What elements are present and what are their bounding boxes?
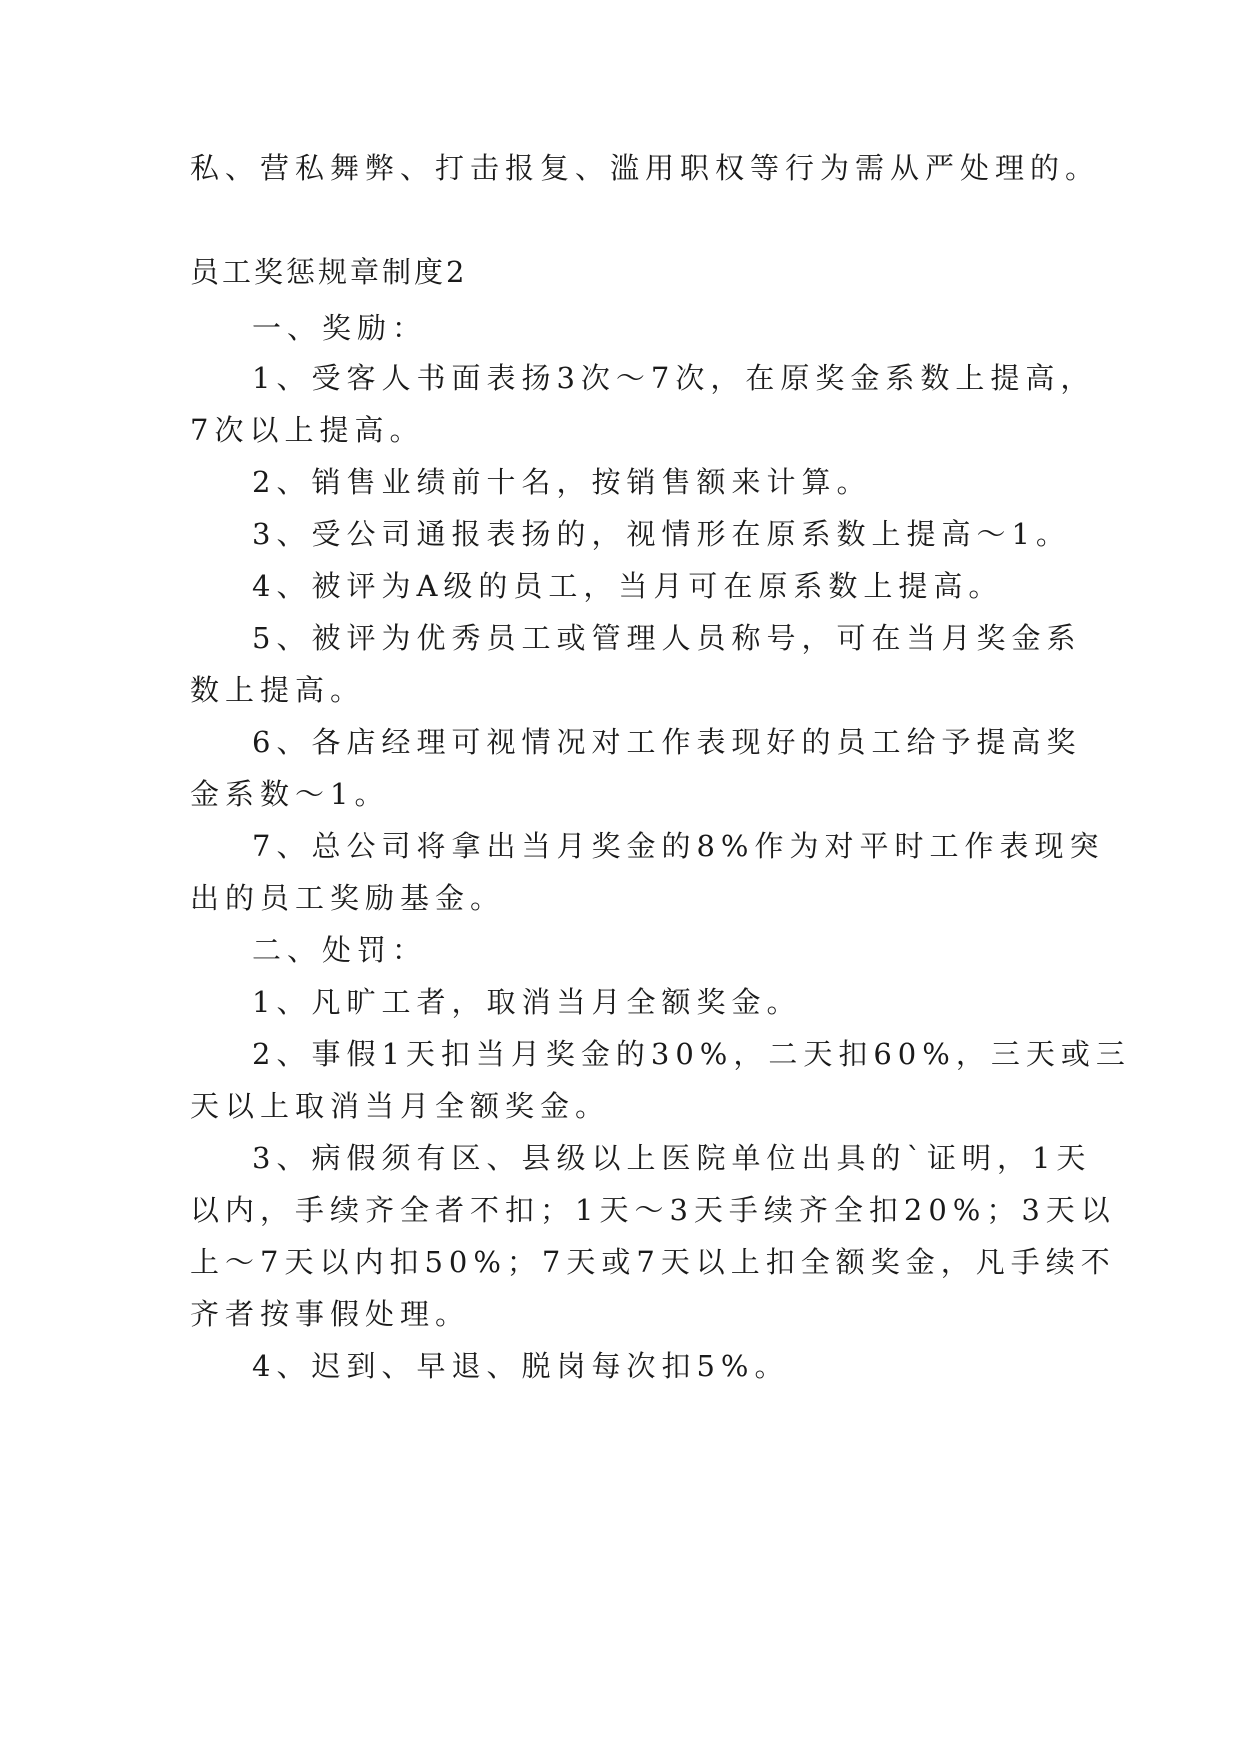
paragraph-continuation: 私、营私舞弊、打击报复、滥用职权等行为需从严处理的。 xyxy=(190,151,1101,185)
reward-item-1-line-2: 7次以上提高。 xyxy=(190,413,425,447)
reward-item-5-line-1: 5、被评为优秀员工或管理人员称号，可在当月奖金系 xyxy=(252,621,1082,655)
reward-item-3: 3、受公司通报表扬的，视情形在原系数上提高～1。 xyxy=(252,517,1071,551)
penalty-item-2-line-2: 天以上取消当月全额奖金。 xyxy=(190,1089,611,1123)
reward-item-1-line-1: 1、受客人书面表扬3次～7次，在原奖金系数上提高， xyxy=(252,361,1096,395)
penalty-item-3-line-1: 3、病假须有区、县级以上医院单位出具的`证明，1天 xyxy=(252,1141,1092,1175)
penalty-item-4: 4、迟到、早退、脱岗每次扣5%。 xyxy=(252,1349,790,1383)
reward-item-2: 2、销售业绩前十名，按销售额来计算。 xyxy=(252,465,872,499)
reward-item-5-line-2: 数上提高。 xyxy=(190,673,366,707)
penalty-heading: 二、处罚： xyxy=(252,933,428,967)
reward-heading: 一、奖励： xyxy=(252,311,428,345)
reward-item-6-line-2: 金系数～1。 xyxy=(190,777,390,811)
penalty-item-2-line-1: 2、事假1天扣当月奖金的30%，二天扣60%，三天或三 xyxy=(252,1037,1131,1071)
reward-item-6-line-1: 6、各店经理可视情况对工作表现好的员工给予提高奖 xyxy=(252,725,1082,759)
reward-item-4: 4、被评为A级的员工，当月可在原系数上提高。 xyxy=(252,569,1004,603)
section-title: 员工奖惩规章制度2 xyxy=(190,255,468,289)
penalty-item-1: 1、凡旷工者，取消当月全额奖金。 xyxy=(252,985,802,1019)
reward-item-7-line-1: 7、总公司将拿出当月奖金的8%作为对平时工作表现突 xyxy=(252,829,1105,863)
penalty-item-3-line-2: 以内，手续齐全者不扣；1天～3天手续齐全扣20%；3天以 xyxy=(190,1193,1116,1227)
reward-item-7-line-2: 出的员工奖励基金。 xyxy=(190,881,506,915)
penalty-item-3-line-3: 上～7天以内扣50%；7天或7天以上扣全额奖金，凡手续不 xyxy=(190,1245,1116,1279)
penalty-item-3-line-4: 齐者按事假处理。 xyxy=(190,1297,471,1331)
